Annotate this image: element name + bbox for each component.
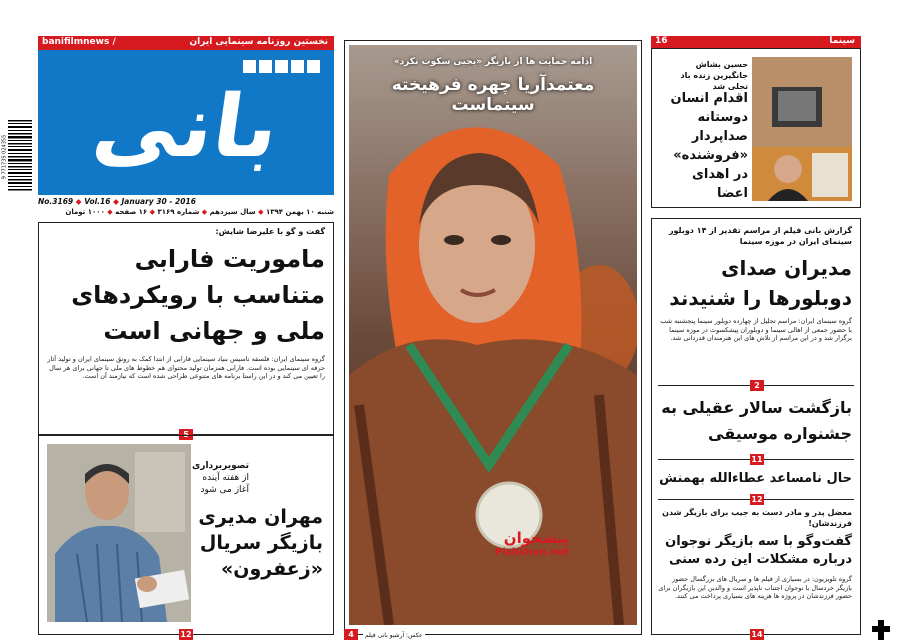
right-column-box — [651, 218, 861, 639]
hero-headline[interactable]: معتمدآریا چهره فرهیخته سینماست — [391, 75, 595, 115]
date-fa: شنبه ۱۰ بهمن ۱۳۹۴ — [265, 208, 334, 216]
mehran-modiri-photo — [47, 444, 191, 622]
year-fa: سال سیزدهم — [209, 208, 256, 216]
hero-watermark — [495, 529, 569, 558]
left-article-headline[interactable]: ماموریت فارابی متناسب با رویکردهای ملی و جهانی است — [71, 245, 325, 345]
photo-article-box — [38, 435, 334, 639]
photo-article-headline[interactable]: مهران مدیری بازیگر سریال «زعفرون» — [198, 506, 323, 580]
date-en: January 30 - 2016 — [121, 197, 196, 206]
hero-photo — [349, 45, 637, 625]
cinema-label[interactable]: سینما — [829, 36, 855, 46]
issue-fa: شماره ۳۱۶۹ — [157, 208, 200, 216]
barcode-number: 9 771735 024355 — [1, 134, 8, 180]
cinema-kicker: حسین بشاش جانگیرین زنده باد تجلی شد — [680, 60, 748, 91]
photo-article-page[interactable]: 12 — [180, 630, 192, 639]
photo-kicker-line2: از هفته آینده — [202, 473, 249, 483]
right-bottom-headline[interactable]: گفت‌وگو با سه بازیگر نوجوان درباره مشکلات این رده سنی — [665, 534, 852, 567]
left-article-page[interactable]: 5 — [179, 429, 193, 440]
logo: بانی — [87, 77, 285, 177]
cinema-box — [651, 48, 861, 208]
corner-mark-icon — [872, 620, 890, 640]
price-fa: ۱۰۰۰ تومان — [65, 208, 105, 216]
left-article-box — [38, 222, 334, 439]
masthead-logo-block — [38, 50, 334, 195]
woman-portrait-icon — [349, 45, 637, 625]
barcode-icon — [6, 118, 34, 198]
hero-box — [344, 40, 642, 639]
right-bottom-body: گروه تلویزیون: در بسیاری از فیلم ها و سریال های بزرگسال حضور بازیگر خردسال یا نوجوان اجتناب ناپذیر است و والدین این بازیگران برای حضور فرزندشان در پروژه ها هزینه های بسیاری پرداخت می کنند. — [658, 575, 852, 600]
tagline: نخستین روزنامه سینمایی ایران — [189, 37, 328, 47]
right-item-2-headline[interactable]: حال نامساعد عطاءالله بهمنش — [659, 471, 852, 486]
right-main-body: گروه سینمای ایران: مراسم تجلیل از چهارده دوبلور سینما پنجشنبه شب با حضور جمعی از اهالی سینما و دوبلوران پیشکسوت در موزه سینما برگزار شد و در این مراسم از تلاش های این هنرمندان قدردانی شد. — [660, 317, 852, 342]
tagline-bar — [38, 36, 334, 50]
cinema-photo — [752, 57, 852, 201]
issue-info-fa: شنبه ۱۰ بهمن ۱۳۹۴ ◆ سال سیزدهم ◆ شماره ۳۱۶۹ ◆ ۱۶ صفحه ◆ ۱۰۰۰ تومان — [65, 208, 334, 216]
pages-fa: ۱۶ صفحه — [115, 208, 148, 216]
right-main-headline[interactable]: مدیران صدای دوبلورها را شنیدند — [669, 256, 852, 310]
right-main-page[interactable]: 2 — [750, 380, 764, 391]
hero-kicker: ادامه حمایت ها از بازیگر «یحیی سکوت نکرد» — [393, 57, 593, 67]
watermark-url[interactable]: Pishkhan.net — [495, 547, 569, 558]
photo-article-kicker — [192, 460, 249, 496]
right-main-kicker: گزارش بانی فیلم از مراسم تقدیر از ۱۴ دوبلور سینمای ایران در موزه سینما — [668, 226, 852, 246]
cinema-headline[interactable]: اقدام انسان دوستانه صداپردار «فروشنده» در اهدای اعضا — [670, 91, 748, 201]
right-item-1-page[interactable]: 11 — [751, 455, 763, 464]
studio-photo-icon — [752, 57, 852, 201]
site-handle[interactable]: banifilmnews / — [42, 37, 116, 47]
photo-kicker-line1: تصویربرداری — [192, 461, 249, 471]
man-portrait-icon — [47, 444, 191, 622]
issue-number: No.3169 — [38, 197, 74, 206]
cinema-page[interactable]: 16 — [655, 36, 668, 46]
hero-caption: عکس: آرشیو بانی فیلم — [365, 632, 423, 639]
right-item-2-page[interactable]: 12 — [751, 495, 763, 504]
barcode — [1, 118, 34, 198]
left-article-kicker: گفت و گو با علیرضا شایش: — [215, 227, 325, 236]
issue-info-en: No.3169 ◆ Vol.16 ◆ January 30 - 2016 — [38, 197, 196, 206]
right-item-1-headline[interactable]: بازگشت سالار عقیلی به جشنواره موسیقی — [661, 398, 852, 443]
right-bottom-page[interactable]: 14 — [751, 630, 763, 639]
right-bottom-kicker: معضل پدر و مادر دست به جیب برای بازیگر شدن فرزندشان! — [662, 508, 852, 528]
left-article-body: گروه سینمای ایران: فلسفه تاسیس بنیاد سینمایی فارابی از ابتدا کمک به رونق سینمای ایران و تولید آثار حرفه ای سینمایی بوده است. فارابی همزمان تولید محتوای هم خطوط های ملی تا جهانی برای هر سال را تعیین می کند و در این راستا برنامه های متنوعی طراحی شده است که نیازمند آن است. — [47, 355, 325, 380]
watermark-text: پیشخوان — [503, 529, 569, 547]
cinema-bar — [651, 36, 861, 48]
hero-page[interactable]: 4 — [344, 629, 358, 640]
photo-kicker-line3: آغاز می شود — [200, 485, 249, 495]
volume: Vol.16 — [84, 197, 111, 206]
